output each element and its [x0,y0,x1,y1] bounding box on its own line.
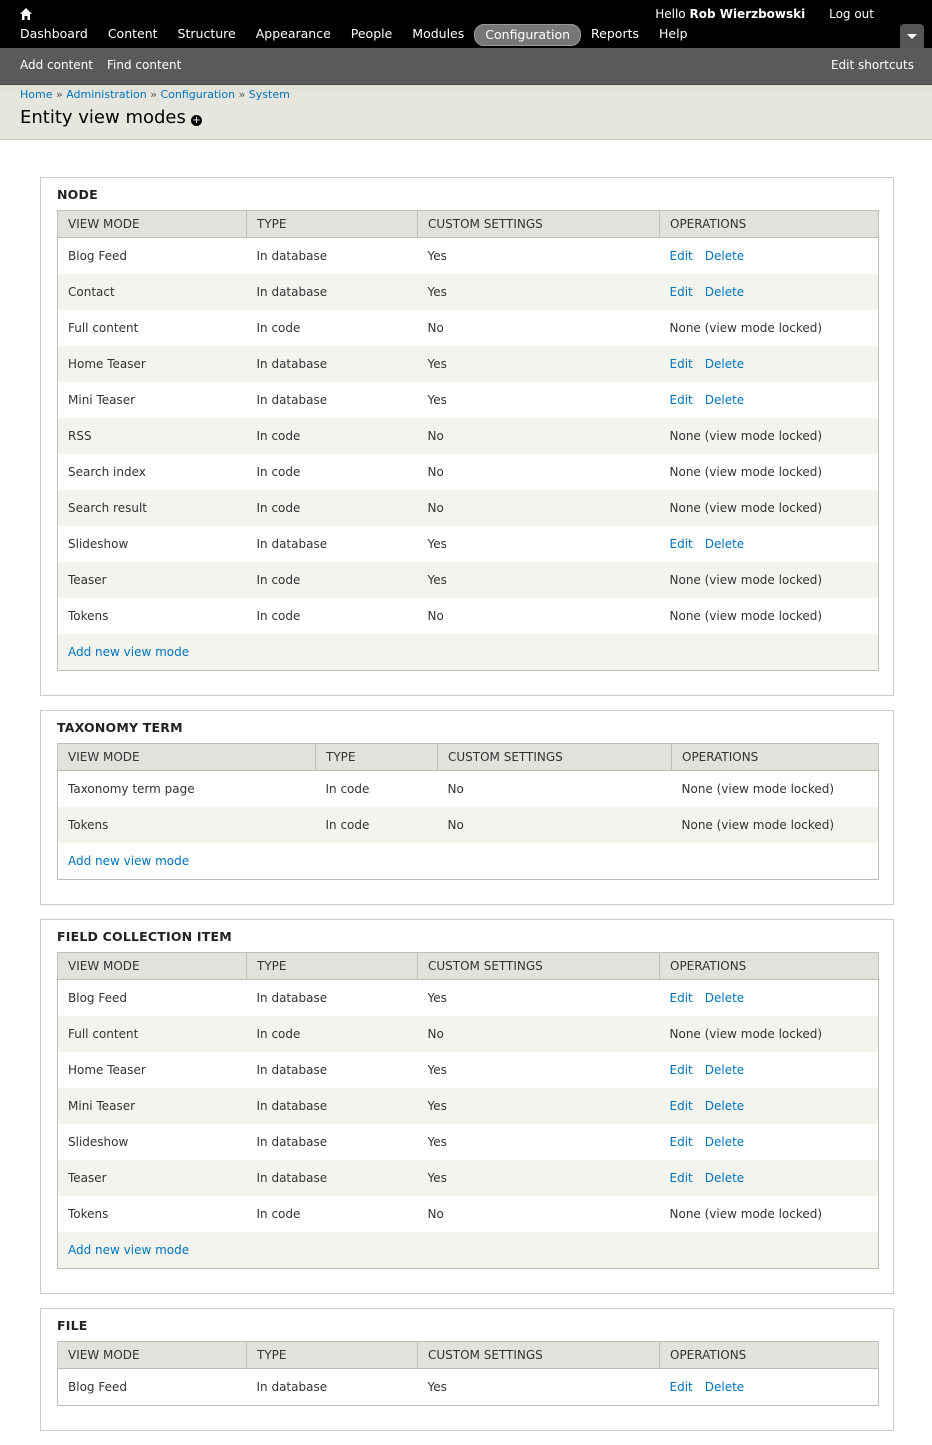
delete-link[interactable]: Delete [704,357,745,371]
type-cell: In database [247,1088,418,1124]
view-mode-cell: Tokens [58,1196,247,1232]
view-modes-table [57,210,879,671]
operations-cell [660,238,879,275]
operations-cell [660,310,879,346]
add-new-view-mode-link[interactable]: Add new view mode [68,854,190,868]
type-cell: In database [247,1052,418,1088]
type-cell: In code [316,807,438,843]
locked-text: None (view mode locked) [669,465,823,479]
breadcrumb-separator: » [146,88,161,101]
type-cell: In code [247,310,418,346]
column-header-view-mode: VIEW MODE [58,1342,247,1369]
column-header-type: TYPE [316,744,438,771]
home-icon[interactable] [20,8,32,20]
custom-settings-cell: No [418,418,660,454]
custom-settings-cell: Yes [418,1124,660,1160]
type-cell: In database [247,1369,418,1406]
custom-settings-cell: Yes [418,1369,660,1406]
operations-cell [672,807,879,843]
operations-cell [660,490,879,526]
column-header-view-mode: VIEW MODE [58,744,316,771]
column-header-operations: OPERATIONS [660,953,879,980]
view-mode-cell: Tokens [58,807,316,843]
custom-settings-cell: No [438,771,672,808]
type-cell: In code [247,598,418,634]
locked-text: None (view mode locked) [669,501,823,515]
table-row [58,771,879,808]
column-header-custom-settings: CUSTOM SETTINGS [438,744,672,771]
view-mode-cell: Mini Teaser [58,1088,247,1124]
page-title: Entity view modes [20,107,186,128]
table-row [58,1016,879,1052]
delete-link[interactable]: Delete [704,537,745,551]
operations-cell [660,1369,879,1406]
custom-settings-cell: Yes [418,562,660,598]
shortcuts-toggle-button[interactable] [900,24,924,48]
section-legend: NODE [57,187,98,202]
delete-link[interactable]: Delete [704,393,745,407]
custom-settings-cell: No [418,1196,660,1232]
locked-text: None (view mode locked) [669,1027,823,1041]
column-header-operations: OPERATIONS [660,1342,879,1369]
operations-cell [672,771,879,808]
custom-settings-cell: Yes [418,1160,660,1196]
type-cell: In database [247,526,418,562]
view-mode-cell: Teaser [58,1160,247,1196]
custom-settings-cell: No [418,598,660,634]
table-row [58,274,879,310]
delete-link[interactable]: Delete [704,991,745,1005]
user-area [655,7,874,21]
view-mode-cell: Home Teaser [58,1052,247,1088]
view-mode-cell: RSS [58,418,247,454]
delete-link[interactable]: Delete [704,1099,745,1113]
breadcrumb [20,88,290,101]
table-header-row [58,953,879,980]
type-cell: In code [247,1016,418,1052]
section-legend: TAXONOMY TERM [57,720,183,735]
operations-cell [660,454,879,490]
table-row [58,310,879,346]
type-cell: In database [247,1160,418,1196]
column-header-type: TYPE [247,953,418,980]
table-row [58,418,879,454]
edit-shortcuts-link[interactable]: Edit shortcuts [830,58,914,72]
operations-cell [660,274,879,310]
operations-cell [660,418,879,454]
delete-link[interactable]: Delete [704,249,745,263]
column-header-view-mode: VIEW MODE [58,211,247,238]
delete-link[interactable]: Delete [704,285,745,299]
custom-settings-cell: No [418,454,660,490]
operations-cell [660,562,879,598]
table-row [58,1124,879,1160]
section-node [40,177,894,696]
delete-link[interactable]: Delete [704,1380,745,1394]
breadcrumb-home[interactable]: Home [20,88,53,101]
custom-settings-cell: Yes [418,382,660,418]
table-header-row [58,1342,879,1369]
menu-item-modules[interactable]: Modules [412,26,465,41]
table-row [58,1160,879,1196]
edit-link[interactable]: Edit [669,285,693,299]
view-mode-cell: Blog Feed [58,1369,247,1406]
column-header-custom-settings: CUSTOM SETTINGS [418,953,660,980]
operations-cell [660,1196,879,1232]
locked-text: None (view mode locked) [669,573,823,587]
edit-link[interactable]: Edit [669,1171,693,1185]
delete-link[interactable]: Delete [704,1135,745,1149]
add-cell [58,634,879,671]
admin-toolbar [0,0,932,48]
add-new-view-mode-link[interactable]: Add new view mode [68,1243,190,1257]
custom-settings-cell: Yes [418,980,660,1017]
table-row [58,238,879,275]
type-cell: In database [247,346,418,382]
view-modes-table [57,743,879,880]
add-new-view-mode-link[interactable]: Add new view mode [68,645,190,659]
locked-text: None (view mode locked) [669,321,823,335]
type-cell: In code [247,490,418,526]
add-cell [58,1232,879,1269]
section-taxonomy-term [40,710,894,905]
shortcut-list [20,58,195,72]
breadcrumb-system[interactable]: System [248,88,290,101]
table-row [58,490,879,526]
edit-link[interactable]: Edit [669,1063,693,1077]
view-mode-cell: Taxonomy term page [58,771,316,808]
edit-link[interactable]: Edit [669,537,693,551]
view-mode-cell: Contact [58,274,247,310]
view-mode-cell: Slideshow [58,526,247,562]
operations-cell [660,1052,879,1088]
branding-header [0,85,932,140]
table-row [58,526,879,562]
add-row [58,634,879,671]
operations-cell [660,346,879,382]
table-row [58,1088,879,1124]
view-modes-table [57,1341,879,1406]
view-mode-cell: Search result [58,490,247,526]
table-row [58,454,879,490]
section-file [40,1308,894,1431]
delete-link[interactable]: Delete [704,1171,745,1185]
table-header-row [58,211,879,238]
operations-cell [660,598,879,634]
custom-settings-cell: Yes [418,346,660,382]
type-cell: In database [247,274,418,310]
table-row [58,980,879,1017]
view-mode-cell: Teaser [58,562,247,598]
custom-settings-cell: Yes [418,526,660,562]
add-shortcut-icon[interactable]: + [192,115,201,126]
user-name-link[interactable]: Rob Wierzbowski [689,7,806,21]
table-row [58,1052,879,1088]
section-field-collection-item [40,919,894,1294]
table-row [58,382,879,418]
breadcrumb-separator: » [235,88,249,101]
custom-settings-cell: Yes [418,1052,660,1088]
locked-text: None (view mode locked) [681,782,835,796]
edit-link[interactable]: Edit [669,249,693,263]
locked-text: None (view mode locked) [669,1207,823,1221]
column-header-operations: OPERATIONS [660,211,879,238]
view-mode-cell: Full content [58,310,247,346]
view-mode-cell: Tokens [58,598,247,634]
operations-cell [660,526,879,562]
view-mode-cell: Blog Feed [58,980,247,1017]
type-cell: In database [247,238,418,275]
edit-link[interactable]: Edit [669,1099,693,1113]
operations-cell [660,1124,879,1160]
section-legend: FILE [57,1318,88,1333]
table-header-row [58,744,879,771]
table-row [58,1196,879,1232]
view-mode-cell: Slideshow [58,1124,247,1160]
breadcrumb-configuration[interactable]: Configuration [160,88,236,101]
table-row [58,1369,879,1406]
column-header-type: TYPE [247,211,418,238]
locked-text: None (view mode locked) [669,609,823,623]
shortcut-add-content[interactable]: Add content [20,58,93,72]
table-row [58,346,879,382]
menu-item-people[interactable]: People [350,26,393,41]
locked-text: None (view mode locked) [669,429,823,443]
toolbar-menu [10,24,698,46]
add-cell [58,843,879,880]
view-modes-table [57,952,879,1269]
delete-link[interactable]: Delete [704,1063,745,1077]
main-content [40,177,894,1445]
table-row [58,598,879,634]
column-header-type: TYPE [247,1342,418,1369]
operations-cell [660,1016,879,1052]
add-row [58,1232,879,1269]
operations-cell [660,980,879,1017]
table-row [58,807,879,843]
menu-item-dashboard[interactable]: Dashboard [20,26,88,41]
menu-item-configuration[interactable]: Configuration [474,24,581,46]
shortcut-find-content[interactable]: Find content [107,58,182,72]
type-cell: In code [247,418,418,454]
edit-link[interactable]: Edit [669,991,693,1005]
add-row [58,843,879,880]
operations-cell [660,1160,879,1196]
type-cell: In code [316,771,438,808]
menu-item-help[interactable]: Help [659,26,688,41]
custom-settings-cell: No [438,807,672,843]
type-cell: In code [247,1196,418,1232]
view-mode-cell: Search index [58,454,247,490]
menu-item-reports[interactable]: Reports [591,26,639,41]
view-mode-cell: Full content [58,1016,247,1052]
custom-settings-cell: No [418,490,660,526]
type-cell: In database [247,382,418,418]
type-cell: In database [247,980,418,1017]
menu-item-content[interactable]: Content [107,26,158,41]
column-header-custom-settings: CUSTOM SETTINGS [418,211,660,238]
type-cell: In code [247,562,418,598]
view-mode-cell: Mini Teaser [58,382,247,418]
view-mode-cell: Blog Feed [58,238,247,275]
operations-cell [660,1088,879,1124]
custom-settings-cell: Yes [418,1088,660,1124]
view-mode-cell: Home Teaser [58,346,247,382]
type-cell: In database [247,1124,418,1160]
greeting-prefix: Hello [655,7,686,21]
edit-link[interactable]: Edit [669,1380,693,1394]
edit-link[interactable]: Edit [669,393,693,407]
locked-text: None (view mode locked) [681,818,835,832]
breadcrumb-separator: » [52,88,67,101]
custom-settings-cell: No [418,1016,660,1052]
edit-link[interactable]: Edit [669,1135,693,1149]
edit-link[interactable]: Edit [669,357,693,371]
shortcuts-bar [0,48,932,85]
custom-settings-cell: No [418,310,660,346]
custom-settings-cell: Yes [418,274,660,310]
operations-cell [660,382,879,418]
type-cell: In code [247,454,418,490]
menu-item-structure[interactable]: Structure [177,26,236,41]
column-header-custom-settings: CUSTOM SETTINGS [418,1342,660,1369]
section-legend: FIELD COLLECTION ITEM [57,929,232,944]
column-header-operations: OPERATIONS [672,744,879,771]
logout-link[interactable]: Log out [829,7,874,21]
custom-settings-cell: Yes [418,238,660,275]
column-header-view-mode: VIEW MODE [58,953,247,980]
menu-item-appearance[interactable]: Appearance [255,26,331,41]
table-row [58,562,879,598]
breadcrumb-administration[interactable]: Administration [66,88,147,101]
